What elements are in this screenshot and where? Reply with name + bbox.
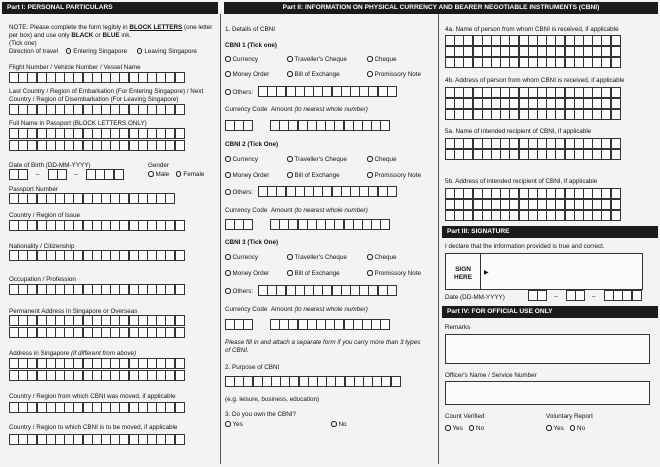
q4b-boxes-3[interactable] xyxy=(445,109,620,120)
cbni3-row1 xyxy=(225,254,397,262)
cbni3-others-boxes[interactable] xyxy=(258,285,396,296)
radio-icon xyxy=(367,71,373,77)
char-box[interactable] xyxy=(611,98,621,109)
radio-icon xyxy=(225,56,231,62)
radio-icon xyxy=(225,71,231,77)
gender-options xyxy=(148,171,204,179)
char-box[interactable] xyxy=(380,319,390,330)
remarks-label: Remarks xyxy=(445,324,471,331)
count-verified-options xyxy=(445,425,484,433)
full-name-boxes-1[interactable] xyxy=(9,128,184,139)
money-order-radio[interactable]: Money Order xyxy=(225,172,287,180)
cbni1-label: CBNI 1 (Tick one) xyxy=(225,42,278,49)
voluntary-no-radio[interactable]: No xyxy=(570,425,586,432)
travellers-radio[interactable]: Traveller's Cheque xyxy=(287,56,367,64)
cbni2-row2 xyxy=(225,172,421,180)
char-box[interactable] xyxy=(611,149,621,160)
cbni1-amount-label: Currency Code Amount (to nearest whole number) xyxy=(225,106,368,113)
occupation-boxes[interactable] xyxy=(9,284,184,295)
char-box[interactable] xyxy=(243,219,253,230)
q5a-boxes-2[interactable] xyxy=(445,149,620,160)
char-box[interactable] xyxy=(114,169,124,180)
char-box[interactable] xyxy=(57,169,67,180)
radio-icon xyxy=(225,172,231,178)
tick-one-note: (Tick one) xyxy=(9,40,37,47)
moved-to-boxes[interactable] xyxy=(9,434,184,445)
passport-boxes[interactable] xyxy=(9,193,175,204)
promissory-radio[interactable]: Promissory Note xyxy=(367,172,421,179)
cbni1-row2 xyxy=(225,71,421,79)
q5b-label: 5b. Address of intended recipient of CBNI, if applicable xyxy=(445,178,598,185)
radio-icon xyxy=(225,288,231,294)
radio-icon xyxy=(546,425,552,431)
last-country-label-1: Last Country / Region of Embarkation (For Entering Singapore) / Next xyxy=(9,88,204,95)
full-name-label: Full Name in Passport (BLOCK LETTERS ONLY) xyxy=(9,120,147,127)
issue-country-label: Country / Region of Issue xyxy=(9,212,81,219)
q4a-boxes-1[interactable] xyxy=(445,35,620,46)
others-radio[interactable]: Others: xyxy=(225,89,253,97)
cheque-radio[interactable]: Cheque xyxy=(367,56,397,63)
radio-icon xyxy=(225,270,231,276)
radio-icon xyxy=(367,270,373,276)
direction-of-travel: Direction of travel Entering Singapore Leaving Singapore xyxy=(9,48,197,55)
cheque-radio[interactable]: Cheque xyxy=(367,156,397,163)
char-box[interactable] xyxy=(175,358,185,369)
promissory-radio[interactable]: Promissory Note xyxy=(367,71,421,78)
fill-note-2: of CBNI. xyxy=(225,347,249,354)
radio-icon xyxy=(367,156,373,162)
part3-header: Part III: SIGNATURE xyxy=(442,226,658,238)
cbni3-amount-label: Currency Code Amount (to nearest whole number) xyxy=(225,306,368,313)
own-yes-radio[interactable]: Yes xyxy=(225,421,331,429)
sign-date-year-boxes[interactable] xyxy=(604,290,641,301)
officer-label: Officer's Name / Service Number xyxy=(445,372,537,379)
dob-day-boxes[interactable] xyxy=(9,169,27,180)
sign-date-day-boxes[interactable] xyxy=(528,290,546,301)
nationality-label: Nationality / Citizenship xyxy=(9,243,75,250)
char-box[interactable] xyxy=(243,319,253,330)
char-box[interactable] xyxy=(175,284,185,295)
radio-icon xyxy=(445,425,451,431)
char-box[interactable] xyxy=(611,210,621,221)
radio-icon xyxy=(287,172,293,178)
part1-header: Part I: PERSONAL PARTICULARS xyxy=(2,2,218,14)
char-box[interactable] xyxy=(175,104,185,115)
cbni2-row1 xyxy=(225,156,397,164)
radio-icon xyxy=(367,254,373,260)
perm-address-boxes-1[interactable] xyxy=(9,315,184,326)
radio-icon xyxy=(367,56,373,62)
purpose-example: (e.g. leisure, business, education) xyxy=(225,396,320,403)
char-box[interactable] xyxy=(632,290,642,301)
char-box[interactable] xyxy=(611,138,621,149)
travellers-radio[interactable]: Traveller's Cheque xyxy=(287,254,367,262)
signature-area xyxy=(480,254,642,289)
radio-icon xyxy=(225,156,231,162)
char-box[interactable] xyxy=(387,186,397,197)
cbni2-amount-label: Currency Code Amount (to nearest whole number) xyxy=(225,207,368,214)
radio-icon xyxy=(331,421,337,427)
radio-icon xyxy=(225,421,231,427)
char-box[interactable] xyxy=(165,193,175,204)
passport-label: Passport Number xyxy=(9,186,58,193)
char-box[interactable] xyxy=(175,434,185,445)
cbni3-label: CBNI 3 (Tick One) xyxy=(225,239,279,246)
dob-label: Date of Birth (DD-MM-YYYY) xyxy=(9,162,91,169)
char-box[interactable] xyxy=(575,290,585,301)
flight-label: Flight Number / Vehicle Number / Vessel Name xyxy=(9,64,141,71)
travellers-radio[interactable]: Traveller's Cheque xyxy=(287,156,367,164)
sign-date-label: Date (DD-MM-YYYY) xyxy=(445,294,505,301)
char-box[interactable] xyxy=(175,128,185,139)
radio-icon xyxy=(287,270,293,276)
radio-icon xyxy=(287,156,293,162)
count-no-radio[interactable]: No xyxy=(469,425,485,432)
others-radio[interactable]: Others: xyxy=(225,189,253,197)
char-box[interactable] xyxy=(611,46,621,57)
q4b-label: 4b. Address of person from whom CBNI is received, if applicable xyxy=(445,77,625,84)
char-box[interactable] xyxy=(175,327,185,338)
radio-icon xyxy=(469,425,475,431)
column-divider xyxy=(220,14,221,464)
purpose-boxes[interactable] xyxy=(225,376,400,387)
char-box[interactable] xyxy=(175,402,185,413)
cbni1-amount-boxes[interactable] xyxy=(270,120,390,131)
moved-to-label: Country / Region to which CBNI is to be moved, if applicable xyxy=(9,424,178,431)
female-radio[interactable]: Female xyxy=(176,171,205,178)
part4-header: Part IV: FOR OFFICIAL USE ONLY xyxy=(442,306,658,318)
radio-icon xyxy=(225,89,231,95)
char-box[interactable] xyxy=(611,57,621,68)
count-yes-radio[interactable]: Yes xyxy=(445,425,463,432)
char-box[interactable] xyxy=(387,285,397,296)
char-box[interactable] xyxy=(175,72,185,83)
cbni1-row1 xyxy=(225,56,397,64)
dob-month-boxes[interactable] xyxy=(48,169,66,180)
sign-date-month-boxes[interactable] xyxy=(566,290,584,301)
radio-icon xyxy=(287,254,293,260)
char-box[interactable] xyxy=(175,140,185,151)
cbni1-others-boxes[interactable] xyxy=(258,86,396,97)
cbni2-others-boxes[interactable] xyxy=(258,186,396,197)
q5b-boxes-3[interactable] xyxy=(445,210,620,221)
radio-icon xyxy=(137,48,143,54)
sg-address-boxes-2[interactable] xyxy=(9,370,184,381)
column-divider xyxy=(438,14,439,464)
own-label: 3. Do you own the CBNI? xyxy=(225,411,297,418)
cbni2-label: CBNI 2 (Tick One) xyxy=(225,141,279,148)
last-country-label-2: Country / Region of Disembarkation (For Leaving Singapore) xyxy=(9,96,179,103)
perm-address-label: Permanent Address in Singapore or Overseas xyxy=(9,308,138,315)
sign-date-dash: – xyxy=(554,293,558,300)
sign-date-dash: – xyxy=(592,293,596,300)
radio-icon xyxy=(176,171,182,177)
fill-note-1: Please fill in and attach a separate form if you carry more than 3 types xyxy=(225,339,421,346)
char-box[interactable] xyxy=(18,169,28,180)
details-label: 1. Details of CBNI xyxy=(225,26,276,33)
flight-boxes[interactable] xyxy=(9,72,184,83)
cbni2-amount-boxes[interactable] xyxy=(270,219,390,230)
cbni3-currency-code-boxes[interactable] xyxy=(225,319,253,330)
officer-box[interactable] xyxy=(445,381,650,405)
char-box[interactable] xyxy=(537,290,547,301)
q4b-boxes-1[interactable] xyxy=(445,87,620,98)
char-box[interactable] xyxy=(611,109,621,120)
q4b-boxes-2[interactable] xyxy=(445,98,620,109)
radio-icon xyxy=(287,71,293,77)
moved-from-label: Country / Region from which CBNI was moved, if applicable xyxy=(9,393,176,400)
dob-dash: – xyxy=(36,171,40,178)
issue-country-boxes[interactable] xyxy=(9,220,184,231)
char-box[interactable] xyxy=(611,87,621,98)
q4a-boxes-3[interactable] xyxy=(445,57,620,68)
bill-radio[interactable]: Bill of Exchange xyxy=(287,172,367,180)
voluntary-report-options xyxy=(546,425,585,433)
promissory-radio[interactable]: Promissory Note xyxy=(367,270,421,277)
q5a-label: 5a. Name of intended recipient of CBNI, if applicable xyxy=(445,128,592,135)
q4a-label: 4a. Name of person from whom CBNI is received, if applicable xyxy=(445,26,619,33)
currency-radio[interactable]: Currency xyxy=(225,254,287,262)
char-box[interactable] xyxy=(175,220,185,231)
char-box[interactable] xyxy=(387,86,397,97)
q5b-boxes-2[interactable] xyxy=(445,199,620,210)
cheque-radio[interactable]: Cheque xyxy=(367,254,397,261)
note-line1: NOTE: Please complete the form legibly in BLOCK LETTERS (one letter xyxy=(9,24,213,31)
q5a-boxes-1[interactable] xyxy=(445,138,620,149)
radio-icon xyxy=(287,56,293,62)
char-box[interactable] xyxy=(611,199,621,210)
purpose-label: 2. Purpose of CBNI xyxy=(225,364,280,371)
entering-radio[interactable]: Entering Singapore xyxy=(66,48,127,55)
char-box[interactable] xyxy=(380,120,390,131)
char-box[interactable] xyxy=(380,219,390,230)
q5b-boxes-1[interactable] xyxy=(445,188,620,199)
currency-radio[interactable]: Currency xyxy=(225,56,287,64)
char-box[interactable] xyxy=(175,370,185,381)
part2-header: Part II: INFORMATION ON PHYSICAL CURRENCY AND BEARER NEGOTIABLE INSTRUMENTS (CBNI) xyxy=(224,2,658,14)
char-box[interactable] xyxy=(243,120,253,131)
radio-icon xyxy=(570,425,576,431)
voluntary-yes-radio[interactable]: Yes xyxy=(546,425,564,432)
voluntary-report-label: Voluntary Report xyxy=(546,413,593,420)
cbni3-row2 xyxy=(225,270,421,278)
bill-radio[interactable]: Bill of Exchange xyxy=(287,270,367,278)
bill-radio[interactable]: Bill of Exchange xyxy=(287,71,367,79)
remarks-box[interactable] xyxy=(445,334,650,364)
gender-label: Gender xyxy=(148,162,170,169)
note-line2: per box) and use only BLACK or BLUE ink. xyxy=(9,32,132,39)
dob-dash: – xyxy=(74,171,78,178)
cbni3-amount-boxes[interactable] xyxy=(270,319,390,330)
occupation-label: Occupation / Profession xyxy=(9,276,76,283)
full-name-boxes-2[interactable] xyxy=(9,140,184,151)
sg-address-label: Address in Singapore (if different from above) xyxy=(9,350,137,357)
radio-icon xyxy=(225,189,231,195)
own-no-radio[interactable]: No xyxy=(331,421,347,428)
perm-address-boxes-2[interactable] xyxy=(9,327,184,338)
sign-here-label: SIGN HERE xyxy=(454,266,473,281)
moved-from-boxes[interactable] xyxy=(9,402,184,413)
money-order-radio[interactable]: Money Order xyxy=(225,270,287,278)
dob-year-boxes[interactable] xyxy=(86,169,123,180)
nationality-boxes[interactable] xyxy=(9,250,184,261)
char-box[interactable] xyxy=(175,315,185,326)
char-box[interactable] xyxy=(611,35,621,46)
radio-icon xyxy=(367,172,373,178)
money-order-radio[interactable]: Money Order xyxy=(225,71,287,79)
cbni2-currency-code-boxes[interactable] xyxy=(225,219,253,230)
radio-icon xyxy=(225,254,231,260)
cbni1-currency-code-boxes[interactable] xyxy=(225,120,253,131)
radio-icon xyxy=(148,171,154,177)
sg-address-boxes-1[interactable] xyxy=(9,358,184,369)
declaration: I declare that the information provided is true and correct. xyxy=(445,243,605,250)
last-country-boxes[interactable] xyxy=(9,104,184,115)
radio-icon xyxy=(66,48,72,54)
arrow-icon: ▶ xyxy=(484,270,489,276)
char-box[interactable] xyxy=(175,250,185,261)
currency-radio[interactable]: Currency xyxy=(225,156,287,164)
char-box[interactable] xyxy=(391,376,401,387)
signature-box[interactable] xyxy=(445,253,643,290)
q4a-boxes-2[interactable] xyxy=(445,46,620,57)
char-box[interactable] xyxy=(611,188,621,199)
count-verified-label: Count Verified xyxy=(445,413,485,420)
male-radio[interactable]: Male xyxy=(148,171,169,178)
own-options xyxy=(225,421,347,429)
others-radio[interactable]: Others: xyxy=(225,288,253,296)
leaving-radio[interactable]: Leaving Singapore xyxy=(137,48,197,55)
